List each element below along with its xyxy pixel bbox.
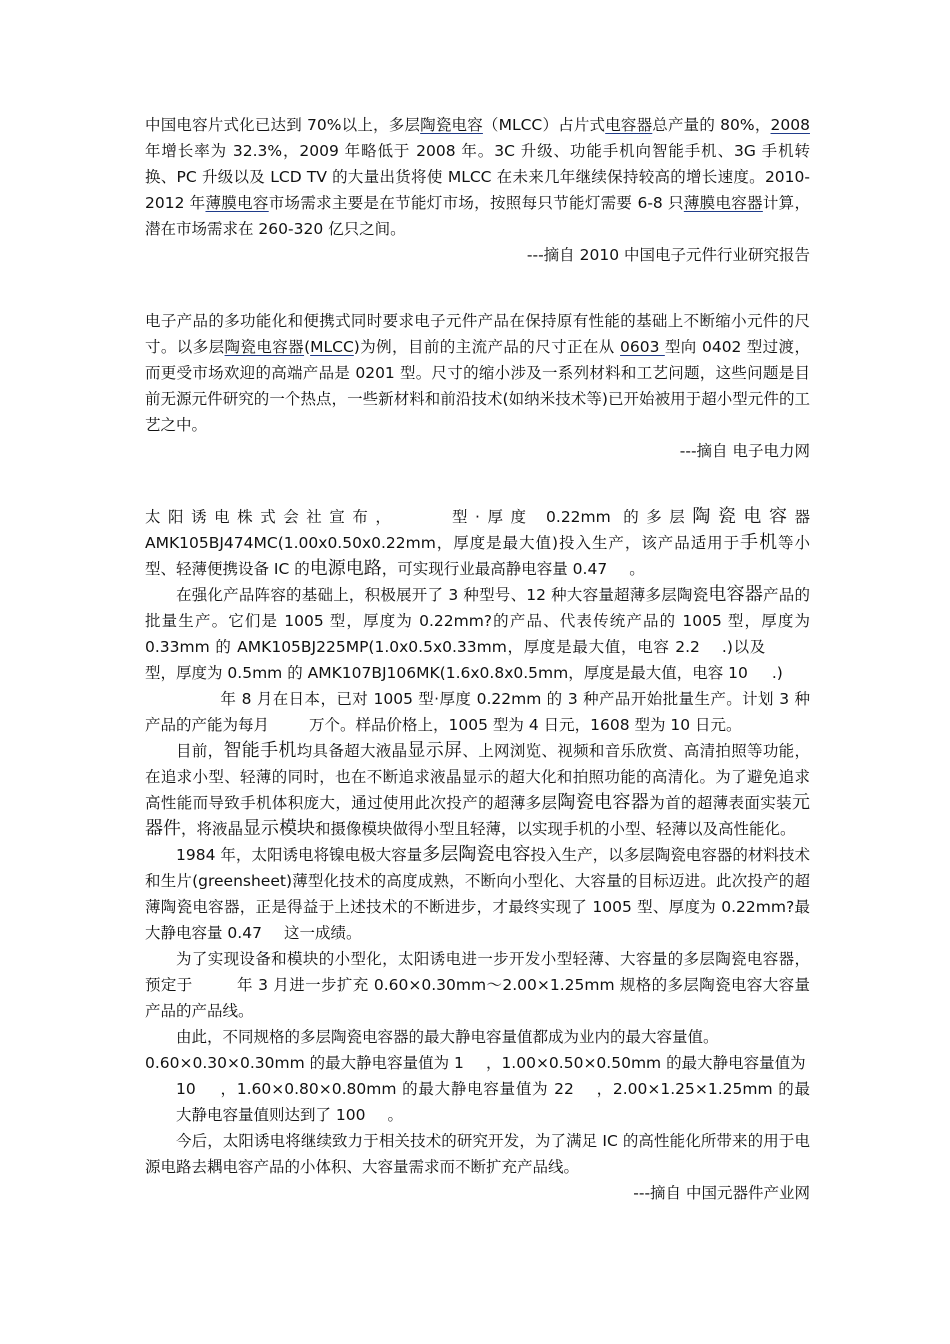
- text: ，2.00×1.25×1.25mm 的最大静电容量值则达到了 100: [176, 1080, 810, 1124]
- source-citation: ---摘自 2010 中国电子元件行业研究报告: [526, 246, 810, 264]
- text: 太阳诱电株式会社宣布，: [145, 508, 399, 526]
- paragraph-future: [145, 1128, 810, 1180]
- spacer: [145, 294, 810, 308]
- paragraph-miniaturization: [145, 308, 810, 438]
- text: 智能手机: [223, 740, 297, 761]
- text: 年增长率为 32.3%，2009 年略低于 2008 年。3C 升级、功能手机向智能手机、3G 手机转换、PC 升级以及 LCD TV 的大量出货将使 MLCC 在未来几年继续保持较高的增长速度。2010-2012 年: [145, 142, 810, 212]
- text: ，可实现行业最高静电容量 0.47: [381, 560, 608, 578]
- text: 0.60×0.30×0.30mm 的最大静电容量值为 1: [145, 1054, 464, 1072]
- text: 器 AMK105BJ474MC(1.00x0.50x0.22mm，厚度是最大值)投入生产，该产品适用于: [145, 508, 810, 552]
- source-citation: ---摘自 电子电力网: [679, 442, 810, 460]
- link-capacitor[interactable]: 电容器: [605, 116, 653, 134]
- source-citation: ---摘自 中国元器件产业网: [633, 1184, 810, 1202]
- paragraph-history: [145, 842, 810, 946]
- text: 型向 0402 型过渡，而更受市场欢迎的高端产品是 0201 型。尺寸的缩小涉及一系列材料和工艺问题，这些问题是目前无源元件研究的一个热点，一些新材料和前沿技术(如纳米技术等)已开始被用于超小型元件的工艺之中。: [145, 338, 810, 434]
- spacer: [145, 268, 810, 294]
- text: 产品的批量生产。它们是 1005 型，厚度为 0.22mm?的产品、代表传统产品的 1005 型，厚度为 0.33mm 的 AMK105BJ225MP(1.0x0.5x0.33mm，厚度是最大值，电容 2.2: [145, 586, 810, 656]
- text: 型，厚度为 0.5mm 的 AMK107BJ106MK(1.6x0.8x0.5mm，厚度是最大值，电容 10: [145, 664, 748, 682]
- link-ceramic-capacitor[interactable]: 陶瓷电容: [420, 116, 483, 134]
- text: 电子产品的多功能化和便携式同时要求电子元件产品在保持原有性能的基础上不断缩小元件的尺寸。以多层: [145, 312, 810, 356]
- text: 。: [629, 560, 645, 578]
- spacer: [145, 464, 810, 490]
- text: 、上网浏览、视频和音乐欣赏、高清拍照等功能，在追求小型、轻薄的同时，也在不断追求液晶显示的超大化和拍照功能的高清化。为了避免追求高性能而导致手机体积庞大，通过使用此次投产的超薄多层: [145, 742, 810, 812]
- link-ceramic-capacitor[interactable]: 陶瓷电容器: [224, 338, 305, 356]
- text: 显示模块: [243, 818, 316, 839]
- text: 均具备超大液晶: [296, 742, 408, 760]
- link-2008[interactable]: 2008: [770, 116, 810, 134]
- text: 中国电容片式化已达到 70%以上，多层: [145, 116, 421, 134]
- text: 多层陶瓷电容: [422, 844, 531, 865]
- text: 目前，: [176, 742, 224, 760]
- text: 显示屏: [407, 740, 463, 761]
- text: 1984 年，太阳诱电将镍电极大容量: [176, 846, 423, 864]
- link-film-capacitor-device[interactable]: 薄膜电容器: [683, 194, 763, 212]
- paragraph-mass-production: [145, 686, 810, 738]
- text: 电源电路: [309, 558, 382, 579]
- link-mlcc[interactable]: MLCC: [310, 338, 354, 356]
- text: 为了实现设备和模块的小型化，太阳诱电进一步开发小型轻薄、大容量的多层陶瓷电容器，预定于: [145, 950, 810, 994]
- text: 为首的超薄表面实装: [649, 794, 792, 812]
- paragraph-mlcc-market: [145, 112, 810, 242]
- text: ，1.00×0.50×0.50mm 的最大静电容量值为: [485, 1054, 806, 1072]
- document-page: [145, 112, 810, 1206]
- paragraph-expansion: [145, 946, 810, 1024]
- text: 等小型、轻薄便携设备 IC 的: [145, 534, 810, 578]
- paragraph-capacitance-values: [145, 1024, 810, 1050]
- text: 在强化产品阵容的基础上，积极展开了 3 种型号、12 种大容量超薄多层陶瓷: [176, 586, 709, 604]
- text: 市场需求主要是在节能灯市场，按照每只节能灯需要 6-8 只: [268, 194, 684, 212]
- text: .)以及: [721, 638, 767, 656]
- text: 手机: [740, 532, 779, 553]
- text: （MLCC）占片式: [482, 116, 606, 134]
- text: 和摄像模块做得小型且轻薄，以实现手机的小型、轻薄以及高性能化。: [315, 820, 796, 838]
- text: 由此，不同规格的多层陶瓷电容器的最大静电容量值都成为业内的最大容量值。: [176, 1028, 719, 1046]
- text: 电容器: [708, 584, 764, 605]
- text: 型·厚度 0.22mm 的多层: [444, 508, 693, 526]
- text: .): [771, 664, 783, 682]
- text: 这一成绩。: [283, 924, 362, 942]
- text: 投入生产，以多层陶瓷电容器的材料技术和生片(greensheet)薄型化技术的高度成熟，不断向小型化、大容量的目标迈进。此次投产的超薄陶瓷电容器，正是得益于上述技术的不断进步，才最终实现了 1005 型、厚度为 0.22mm?最大静电容量 0.47: [145, 846, 810, 942]
- text: 陶瓷电容: [692, 506, 795, 527]
- text: 计算，潜在市场需求在 260-320 亿只之间。: [145, 194, 810, 238]
- text: 万个。样品价格上，1005 型为 4 日元，1608 型为 10 日元。: [309, 716, 742, 734]
- paragraph-capacitance-values-cont2: [145, 1076, 810, 1128]
- text: )为例，目前的主流产品的尺寸正在从: [353, 338, 621, 356]
- link-0603[interactable]: 0603: [620, 338, 665, 356]
- text: 。: [387, 1106, 404, 1124]
- paragraph-taiyo-announcement: [145, 504, 810, 582]
- paragraph-capacitance-values-cont: [145, 1050, 810, 1076]
- text: 今后，太阳诱电将继续致力于相关技术的研究开发，为了满足 IC 的高性能化所带来的用于电源电路去耦电容产品的小体积、大容量需求而不断扩充产品线。: [145, 1132, 810, 1176]
- paragraph-product-lineup: [145, 582, 810, 686]
- text: ，将液晶: [181, 820, 244, 838]
- text: 元器件: [145, 792, 810, 839]
- text: ，1.60×0.80×0.80mm 的最大静电容量值为 22: [219, 1080, 574, 1098]
- text: 陶瓷电容器: [557, 792, 650, 813]
- spacer: [145, 490, 810, 504]
- link-film-capacitor[interactable]: 薄膜电容: [205, 194, 269, 212]
- text: 年 8 月在日本，已对 1005 型·厚度 0.22mm 的 3 种产品开始批量生产。计划 3 种产品的产能为每月: [145, 690, 810, 734]
- paragraph-smartphone: [145, 738, 810, 842]
- text: 年 3 月进一步扩充 0.60×0.30mm～2.00×1.25mm 规格的多层陶瓷电容大容量产品的产品线。: [145, 976, 810, 1020]
- text: (: [304, 338, 311, 356]
- text: 总产量的 80%，: [652, 116, 771, 134]
- text: 10: [176, 1080, 196, 1098]
